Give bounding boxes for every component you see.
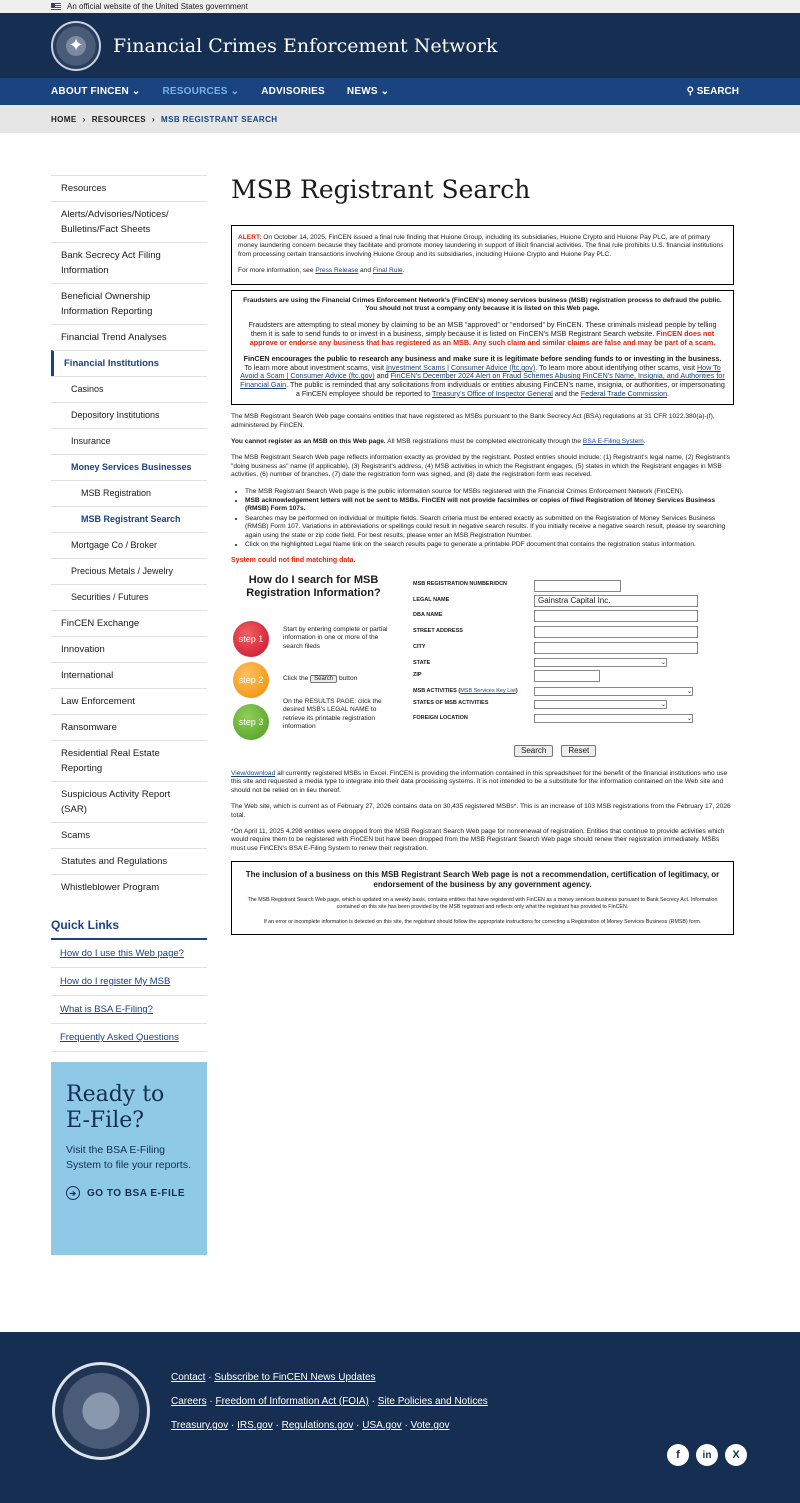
us-flag-icon (51, 3, 61, 10)
zip-input[interactable] (534, 670, 600, 682)
current-text: The Web site, which is current as of February 27, 2026 contains data on 30,435 registered MSBs*. This is an increase of 103 MSB registrations from the February 17, 2026 total. (231, 803, 731, 819)
step-3-text: On the RESULTS PAGE: click the desired MSB's LEGAL NAME to retrieve its printable registration information (283, 697, 382, 731)
footer-link-vote[interactable]: Vote.gov (410, 1420, 450, 1431)
quick-links-title: Quick Links (51, 918, 207, 940)
breadcrumb-resources[interactable]: RESOURCES (91, 114, 146, 124)
city-label: CITY (413, 643, 426, 650)
quick-link[interactable]: Frequently Asked Questions (51, 1024, 207, 1052)
footer-separator: · (206, 1396, 216, 1407)
activities-row: MSB ACTIVITIES (MSB Services Key List) (413, 687, 518, 694)
howto-title: How do I search for MSB Registration Information? (246, 573, 381, 599)
cannot-register-text: All MSB registrations must be completed electronically through the (385, 438, 583, 445)
alert-end: . (402, 267, 405, 275)
sidebar-item[interactable]: Insurance (51, 428, 207, 454)
services-key-link[interactable]: MSB Services Key List (460, 687, 516, 694)
quick-link[interactable]: What is BSA E-Filing? (51, 996, 207, 1024)
final-rule-link[interactable]: Final Rule (372, 267, 403, 275)
state-select[interactable] (534, 658, 667, 667)
investment-scams-link[interactable]: Investment Scams | Consumer Advice (ftc.gov) (386, 362, 536, 372)
disclaimer-heading: The inclusion of a business on this MSB Registrant Search Web page is not a recommendation, certification of legitimacy, or endorsement of the business by any government agency. (245, 870, 720, 889)
download-text: all currently registered MSBs in Excel. FinCEN is providing the information contained in this spreadsheet for the benefit of the financial institutions who use this site and requested a media type to integrate into their data processing systems. It is not intended to be a substitute for the information contained on the Web site and should not be relied on in lieu thereof. (231, 769, 728, 794)
sidebar-item[interactable]: MSB Registration (51, 480, 207, 506)
step-2-pre: Click the (283, 674, 311, 682)
gov-banner-text: An official website of the United States government (67, 2, 248, 11)
fraud-p1-red: FinCEN does not approve or endorse any business that has registered as an MSB. Any such claim and similar claims are false and may be part of a scam. (249, 329, 716, 347)
sidebar-item[interactable]: Casinos (51, 376, 207, 402)
fincen-alert-link[interactable]: FinCEN’s December 2024 Alert on Fraud Schemes Abusing FinCEN’s Name, Insignia, and Authorities for Financial Gain (240, 371, 725, 389)
street-input[interactable] (534, 626, 698, 638)
press-release-link[interactable]: Press Release (315, 267, 359, 275)
treasury-seal-icon[interactable] (52, 1362, 150, 1460)
sidebar-item[interactable]: Financial Trend Analyses (51, 324, 207, 350)
search-submit-button[interactable]: Search (514, 745, 553, 757)
breadcrumb (0, 105, 800, 133)
fraud-p2c: and (374, 371, 391, 381)
step-3-badge: step 3 (233, 704, 269, 740)
alert-box (231, 225, 734, 285)
promo-text: Visit the BSA E-Filing System to file your reports. (66, 1144, 191, 1171)
regnum-label: MSB REGISTRATION NUMBER/DCN (413, 580, 508, 587)
fraud-warning-box (231, 290, 734, 406)
avoid-scam-link[interactable]: How To Avoid a Scam | Consumer Advice (ftc.gov) (240, 362, 721, 381)
chevron-down-icon: ⌄ (660, 701, 666, 708)
fraud-heading: Fraudsters are using the Financial Crimes Enforcement Network’s (FinCEN’s) money services business (MSB) registration process to defraud the public. You should not trust a company only because it is listed on this Web page. (243, 296, 722, 313)
step-2-badge: step 2 (233, 662, 269, 698)
form-buttons (514, 745, 596, 757)
states-of-select[interactable] (534, 700, 667, 709)
footer-link-careers[interactable]: Careers (171, 1396, 207, 1407)
disclaimer-box (231, 861, 734, 935)
cannot-register-bold: You cannot register as an MSB on this Web page. (231, 438, 386, 445)
efiling-link[interactable]: BSA E-Filing System (582, 438, 644, 445)
sidebar-item[interactable]: Beneficial Ownership Information Reporting (51, 283, 207, 324)
sidebar-item[interactable]: Innovation (51, 636, 207, 662)
state-label: STATE (413, 659, 431, 666)
fraud-p2b: . To learn more about identifying other scams, visit (535, 362, 697, 372)
footer-separator: · (368, 1396, 378, 1407)
step-2-search-sample: Search (310, 675, 337, 683)
foreign-label: FOREIGN LOCATION (413, 714, 468, 721)
sidebar-item[interactable]: MSB Registrant Search (51, 506, 207, 532)
search-section (231, 570, 734, 770)
sidebar-item[interactable]: Residential Real Estate Reporting (51, 740, 207, 781)
fraud-p1: Fraudsters are attempting to steal money by claiming to be an MSB “approved” or “endorsed” by FinCEN. These criminals mislead people by telling them it is safe to send funds to or invest in a business, simply because it is listed on FinCEN’s MSB Registrant Search website. (248, 320, 717, 339)
list-item: • Click on the highlighted Legal Name link on the search results page to generate a printable PDF document that contains the registration status information. (245, 541, 734, 549)
gov-banner (0, 0, 800, 13)
quick-link[interactable]: How do I register My MSB (51, 968, 207, 996)
sidebar-item[interactable]: Bank Secrecy Act Filing Information (51, 242, 207, 283)
period: . (643, 438, 646, 445)
breadcrumb-current: MSB REGISTRANT SEARCH (161, 114, 278, 124)
sidebar-item[interactable]: Precious Metals / Jewelry (51, 558, 207, 584)
intro-text: The MSB Registrant Search Web page contains entities that have registered as MSBs pursuant to the Bank Secrecy Act (BSA) regulations at 31 CFR 1022.380(a)-(f), administered by FinCEN. (231, 413, 715, 429)
chevron-down-icon: ⌄ (660, 659, 666, 666)
step-2-post: button (337, 674, 358, 682)
chevron-down-icon: ⌄ (686, 688, 692, 695)
sidebar-item[interactable]: Alerts/Advisories/Notices/ Bulletins/Fact Sheets (51, 201, 207, 242)
nav-about[interactable]: ABOUT FINCEN ⌄ (51, 86, 141, 97)
footer-separator: · (353, 1420, 363, 1431)
regnum-input[interactable] (534, 580, 621, 592)
list-item: • Searches may be performed on individual or multiple fields. Search criteria must be entered exactly as submitted on the Registration of Money Services Business (RMSB) Form 107. Variations in abbreviations or spellings could result in negative search results. If you initially receive a negative search result, please try searching again using the state or zip code field. For best results, please enter an MSB Registration Number. (245, 515, 734, 540)
sidebar-item[interactable]: Whistleblower Program (51, 874, 207, 900)
fraud-p2f: . (667, 388, 670, 398)
sidebar-item[interactable]: Mortgage Co / Broker (51, 532, 207, 558)
quick-link[interactable]: How do I use this Web page? (51, 940, 207, 968)
chevron-down-icon: ⌄ (686, 715, 692, 722)
site-footer (0, 1332, 800, 1503)
fraud-p2e: and the (552, 388, 581, 398)
alert-label: ALERT: (238, 234, 262, 241)
sidebar-item[interactable]: Suspicious Activity Report (SAR) (51, 781, 207, 822)
alert-and: and (358, 267, 373, 275)
footer-link-contact[interactable]: Contact (171, 1372, 206, 1383)
info-list (231, 488, 734, 550)
disclaimer-p2: If an error or incomplete information is detected on this site, the registrant should follow the appropriate instructions for correcting a Registration of Money Services Business (RMSB) form. (263, 919, 702, 926)
sidebar-item[interactable]: Financial Institutions (51, 350, 207, 376)
footer-link-subscribe[interactable]: Subscribe to FinCEN News Updates (214, 1372, 376, 1383)
download-link[interactable]: View/download (231, 769, 276, 777)
efile-promo (51, 1062, 207, 1255)
footer-row-3 (171, 1420, 450, 1431)
list-item: • MSB acknowledgement letters will not be sent to MSBs. FinCEN will not provide facsimiles or copies of filed Registration of Money Services Business (RMSB) Form 107s. (245, 497, 734, 514)
foreign-select[interactable] (534, 714, 693, 723)
sidebar (51, 175, 207, 1255)
step-1-text: Start by entering complete or partial information in one or more of the search fileds (283, 625, 388, 650)
reset-button[interactable]: Reset (561, 745, 596, 757)
footer-separator: · (401, 1420, 411, 1431)
reflects-text: The MSB Registrant Search Web page reflects information exactly as provided by the registrant. Posted entries should include: (1) Registrant's legal name, (2) Registrant's "doing business as" name (if applicable), (3) Registrant's address, (4) MSB activities in which the Registrant engages, (5) states in which the Registrant engages in MSB activities, (6) number of branches, (7) date the registration form was signed, and (8) date the registration form was received. (231, 454, 730, 479)
alert-text: On October 14, 2025, FinCEN issued a final rule finding that Huione Group, including its subsidiaries, Huione Crypto and Huione Pay PLC, are of primary money laundering concern because they facilitate and promote money laundering in support of illicit financial activities. The final rule prohibits U.S. financial institutions from processing certain transactions involving Huione Group and its subsidiaries, including Huione Crypto and Huione Pay PLC. (238, 234, 724, 258)
treasury-seal-icon[interactable]: ✦ (51, 21, 101, 71)
breadcrumb-home[interactable]: HOME (51, 114, 77, 124)
dropped-text: *On April 11, 2025 4,298 entities were dropped from the MSB Registrant Search Web page for nonrenewal of registration. Entities that continue to provide activities which would require them to be registered with FinCEN but have been dropped from the MSB Registrant Search Web page should renew their registration immediately. MSBs must use FinCEN's BSA E-Filing System to renew their registration. (231, 827, 725, 852)
search-label: SEARCH (696, 86, 739, 97)
activities-label: MSB ACTIVITIES (413, 687, 457, 694)
nav-resources[interactable]: RESOURCES ⌄ (162, 86, 240, 97)
oig-link[interactable]: Treasury’s Office of Inspector General (431, 388, 553, 398)
fraud-p2d: . The public is reminded that any solicitations from individuals or entities abusing FinCEN’s name, insignia, or authorities, or impersonating a FinCEN employee should be reported to (286, 380, 725, 398)
x-twitter-icon[interactable]: X (725, 1444, 747, 1466)
nav-advisories[interactable]: ADVISORIES (261, 86, 325, 97)
main-nav (0, 78, 800, 105)
footer-separator: · (205, 1372, 215, 1383)
dba-label: DBA NAME (413, 611, 443, 618)
footer-link-regulations[interactable]: Regulations.gov (281, 1420, 354, 1431)
page-title: MSB Registrant Search (231, 175, 531, 204)
step-1-badge: step 1 (233, 621, 269, 657)
fraud-p2-bold: FinCEN encourages the public to research any business and make sure it is legitimate before sending funds to or investing in the business. (243, 354, 722, 364)
heres-how-you-know-link[interactable] (254, 0, 339, 107)
footer-separator: · (272, 1420, 282, 1431)
dba-input[interactable] (534, 610, 698, 622)
footer-row-2 (171, 1396, 488, 1407)
disclaimer-p1: The MSB Registrant Search Web page, which is updated on a weekly basis, contains entities that have registered with FinCEN as a money services business pursuant to Bank Secrecy Act. Information contained on this site has been provided by the MSB registrant and reflects only what the registrant has provided to FinCEN. (247, 897, 718, 911)
sidebar-item[interactable]: Depository Institutions (51, 402, 207, 428)
promo-title: Ready to E-File? (66, 1082, 165, 1133)
footer-link-foia[interactable]: Freedom of Information Act (FOIA) (215, 1396, 369, 1407)
footer-separator: · (228, 1420, 238, 1431)
ftc-link[interactable]: Federal Trade Commission (580, 388, 668, 398)
main-content (231, 175, 734, 940)
legal-name-label: LEGAL NAME (413, 596, 450, 603)
error-message: System could not find matching data. (231, 557, 356, 565)
arrow-right-icon: ➔ (66, 1186, 80, 1200)
footer-link-irs[interactable]: IRS.gov (237, 1420, 273, 1431)
promo-cta: GO TO BSA E-FILE (87, 1187, 186, 1199)
footer-link-usa[interactable]: USA.gov (362, 1420, 402, 1431)
nav-news[interactable]: NEWS ⌄ (346, 86, 390, 97)
sidebar-item[interactable]: FinCEN Exchange (51, 610, 207, 636)
sidebar-item[interactable]: Resources (51, 175, 207, 201)
go-to-efile-link[interactable] (66, 1186, 192, 1200)
footer-row-1 (171, 1372, 376, 1383)
alert-more: For more information, see (238, 267, 316, 275)
search-button[interactable] (687, 86, 739, 97)
site-title[interactable]: Financial Crimes Enforcement Network (113, 34, 498, 57)
sidebar-item[interactable]: Law Enforcement (51, 688, 207, 714)
zip-label: ZIP (413, 671, 422, 678)
sidebar-item[interactable]: Statutes and Regulations (51, 848, 207, 874)
sidebar-item[interactable]: Securities / Futures (51, 584, 207, 610)
activities-select[interactable] (534, 687, 693, 696)
list-item: • The MSB Registrant Search Web page is the public information source for MSBs registered with the Financial Crimes Enforcement Network (FinCEN). (245, 488, 734, 496)
fraud-p2a: To learn more about investment scams, visit (244, 362, 387, 372)
sidebar-item[interactable]: International (51, 662, 207, 688)
city-input[interactable] (534, 642, 698, 654)
breadcrumb-separator: › (151, 114, 156, 124)
linkedin-icon[interactable]: in (696, 1444, 718, 1466)
footer-link-policies[interactable]: Site Policies and Notices (377, 1396, 488, 1407)
sidebar-item[interactable]: Money Services Businesses (51, 454, 207, 480)
site-header (0, 13, 800, 78)
states-of-label: STATES OF MSB ACTIVITIES (413, 699, 489, 706)
sidebar-item[interactable]: Scams (51, 822, 207, 848)
facebook-icon[interactable]: f (667, 1444, 689, 1466)
search-icon: ⚲ (686, 86, 697, 97)
legal-name-input[interactable]: Gainstra Capital Inc. (534, 595, 698, 607)
sidebar-item[interactable]: Ransomware (51, 714, 207, 740)
street-label: STREET ADDRESS (413, 627, 463, 634)
breadcrumb-separator: › (82, 114, 86, 124)
footer-link-treasury[interactable]: Treasury.gov (171, 1420, 229, 1431)
